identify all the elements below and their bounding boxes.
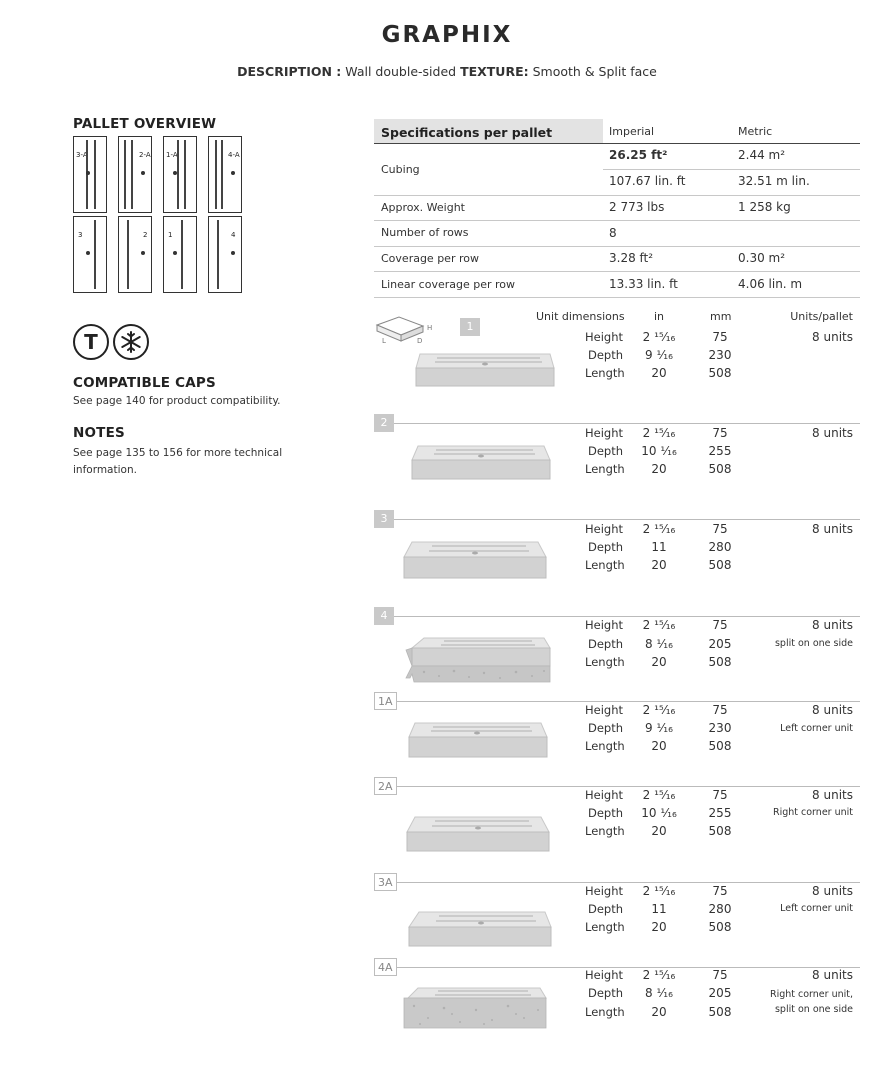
units-pallet-header: Units/pallet xyxy=(790,310,853,323)
block-image xyxy=(400,538,550,584)
dim-label-height: Height xyxy=(585,788,624,802)
units-count: 8 units xyxy=(812,968,853,982)
compatible-caps-text: See page 140 for product compatibility. xyxy=(73,395,281,407)
unit-badge: 2A xyxy=(374,777,397,795)
block-image xyxy=(412,350,558,392)
dim-label-depth: Depth xyxy=(587,806,623,820)
units-count: 8 units xyxy=(812,618,853,632)
pallet-cell xyxy=(163,136,197,213)
spec-col-imperial: Imperial xyxy=(609,125,655,138)
pallet-marker-icon xyxy=(86,251,90,255)
notes-line: information. xyxy=(73,464,137,476)
dim-label-depth: Depth xyxy=(587,348,623,362)
dim-mm-depth: 205 xyxy=(708,637,732,651)
pallet-cell xyxy=(118,136,152,213)
diagram-d-label: D xyxy=(417,337,423,345)
dim-in-depth: 8 ¹⁄₁₆ xyxy=(645,637,673,651)
snowflake-icon xyxy=(113,324,149,360)
dim-label-length: Length xyxy=(585,824,625,838)
unit-note: split on one side xyxy=(774,1004,853,1015)
dim-in-depth: 10 ¹⁄₁₆ xyxy=(641,444,677,458)
table-rule xyxy=(374,195,860,196)
spec-value-imperial: 26.25 ft² xyxy=(609,148,668,162)
block-image xyxy=(404,634,554,686)
dim-in-depth: 9 ¹⁄₁₆ xyxy=(645,348,673,362)
pallet-cell-label: 4-A xyxy=(228,151,240,159)
dim-mm-length: 508 xyxy=(708,739,732,753)
t-cap-icon: T xyxy=(73,324,109,360)
page-title: GRAPHIX xyxy=(381,22,513,48)
spec-row-label: Cubing xyxy=(381,163,420,176)
dim-mm-depth: 230 xyxy=(708,348,732,362)
dim-label-length: Length xyxy=(585,462,625,476)
spec-header-label: Specifications per pallet xyxy=(381,125,553,140)
texture-value: Smooth & Split face xyxy=(532,64,657,79)
dim-label-depth: Depth xyxy=(587,637,623,651)
unit-badge: 4 xyxy=(374,607,394,625)
dim-mm-height: 75 xyxy=(712,788,728,802)
dim-label-length: Length xyxy=(585,655,625,669)
dim-mm-depth: 280 xyxy=(708,902,732,916)
pallet-cell xyxy=(208,216,242,293)
dim-mm-length: 508 xyxy=(708,920,732,934)
dim-label-depth: Depth xyxy=(587,902,623,916)
dimension-diagram-icon xyxy=(374,314,436,346)
unit-dimensions-header: Unit dimensions xyxy=(536,310,625,323)
spec-value-imperial: 3.28 ft² xyxy=(609,251,654,265)
dim-in-height: 2 ¹⁵⁄₁₆ xyxy=(642,618,676,632)
table-rule xyxy=(374,143,860,144)
dim-in-length: 20 xyxy=(651,655,667,669)
spec-value-imperial: 107.67 lin. ft xyxy=(609,174,686,188)
notes-text xyxy=(73,445,313,479)
notes-heading: NOTES xyxy=(73,425,125,441)
spec-value-imperial: 8 xyxy=(609,226,617,240)
spec-value-metric: 32.51 m lin. xyxy=(738,174,810,188)
spec-value-metric: 0.30 m² xyxy=(738,251,786,265)
notes-line: See page 135 to 156 for more technical xyxy=(73,447,283,459)
dim-in-height: 2 ¹⁵⁄₁₆ xyxy=(642,703,676,717)
dim-mm-depth: 280 xyxy=(708,540,732,554)
unit-badge: 3 xyxy=(374,510,394,528)
units-count: 8 units xyxy=(812,522,853,536)
spec-row-label: Linear coverage per row xyxy=(381,278,516,291)
dim-mm-depth: 255 xyxy=(708,806,732,820)
dim-mm-depth: 255 xyxy=(708,444,732,458)
dim-in-length: 20 xyxy=(651,462,667,476)
dim-in-depth: 9 ¹⁄₁₆ xyxy=(645,721,673,735)
units-count: 8 units xyxy=(812,330,853,344)
pallet-overview-heading: PALLET OVERVIEW xyxy=(73,116,217,132)
dim-label-length: Length xyxy=(585,739,625,753)
table-rule xyxy=(374,271,860,272)
dim-mm-height: 75 xyxy=(712,426,728,440)
dim-label-depth: Depth xyxy=(587,721,623,735)
pallet-cell-label: 1 xyxy=(168,231,173,239)
spec-col-metric: Metric xyxy=(738,125,773,138)
pallet-cell-label: 3-A xyxy=(76,151,88,159)
pallet-cell xyxy=(73,216,107,293)
pallet-cell xyxy=(73,136,107,213)
pallet-cell-label: 2-A xyxy=(139,151,151,159)
texture-label: TEXTURE: xyxy=(460,64,529,79)
description-value: Wall double-sided xyxy=(345,64,457,79)
dim-in-length: 20 xyxy=(651,558,667,572)
diagram-l-label: L xyxy=(382,337,386,345)
dim-label-height: Height xyxy=(585,703,624,717)
dim-in-depth: 11 xyxy=(651,902,667,916)
dim-label-length: Length xyxy=(585,1005,625,1019)
table-rule xyxy=(374,246,860,247)
table-rule xyxy=(374,220,860,221)
dim-in-height: 2 ¹⁵⁄₁₆ xyxy=(642,884,676,898)
dim-in-length: 20 xyxy=(651,824,667,838)
dim-in-depth: 8 ¹⁄₁₆ xyxy=(645,986,673,1000)
dim-in-height: 2 ¹⁵⁄₁₆ xyxy=(642,788,676,802)
table-rule xyxy=(603,169,860,170)
dim-in-depth: 10 ¹⁄₁₆ xyxy=(641,806,677,820)
dim-mm-length: 508 xyxy=(708,366,732,380)
pallet-marker-icon xyxy=(141,171,145,175)
block-image xyxy=(408,442,554,484)
unit-note: Right corner unit xyxy=(772,807,853,818)
dim-label-height: Height xyxy=(585,426,624,440)
unit-note: Right corner unit, xyxy=(769,989,853,1000)
dim-in-height: 2 ¹⁵⁄₁₆ xyxy=(642,968,676,982)
dim-mm-height: 75 xyxy=(712,522,728,536)
dim-in-height: 2 ¹⁵⁄₁₆ xyxy=(642,330,676,344)
unit-badge: 1A xyxy=(374,692,397,710)
pallet-cell xyxy=(208,136,242,213)
pallet-cell xyxy=(118,216,152,293)
dim-label-depth: Depth xyxy=(587,540,623,554)
dim-mm-length: 508 xyxy=(708,655,732,669)
pallet-marker-icon xyxy=(173,171,177,175)
dim-label-depth: Depth xyxy=(587,444,623,458)
dim-mm-height: 75 xyxy=(712,884,728,898)
table-rule xyxy=(374,297,860,298)
units-count: 8 units xyxy=(812,426,853,440)
spec-row-label: Number of rows xyxy=(381,226,469,239)
spec-value-metric: 4.06 lin. m xyxy=(738,277,803,291)
pallet-marker-icon xyxy=(231,251,235,255)
unit-in-header: in xyxy=(654,310,665,323)
units-count: 8 units xyxy=(812,884,853,898)
description-line xyxy=(0,64,894,79)
unit-mm-header: mm xyxy=(710,310,732,323)
pallet-cell-label: 3 xyxy=(78,231,83,239)
dim-in-length: 20 xyxy=(651,1005,667,1019)
pallet-marker-icon xyxy=(86,171,90,175)
dim-in-length: 20 xyxy=(651,366,667,380)
pallet-overview xyxy=(73,116,333,293)
dim-mm-height: 75 xyxy=(712,968,728,982)
units-count: 8 units xyxy=(812,703,853,717)
pallet-cell-label: 2 xyxy=(143,231,148,239)
dim-mm-height: 75 xyxy=(712,703,728,717)
dim-label-height: Height xyxy=(585,884,624,898)
block-image xyxy=(405,908,555,954)
dim-label-length: Length xyxy=(585,920,625,934)
dim-label-length: Length xyxy=(585,366,625,380)
diagram-h-label: H xyxy=(427,324,433,332)
dim-label-depth: Depth xyxy=(587,986,623,1000)
pallet-cell-label: 1-A xyxy=(166,151,178,159)
dim-mm-length: 508 xyxy=(708,462,732,476)
spec-value-imperial: 13.33 lin. ft xyxy=(609,277,678,291)
dim-mm-height: 75 xyxy=(712,330,728,344)
dim-label-height: Height xyxy=(585,968,624,982)
unit-badge: 4A xyxy=(374,958,397,976)
dim-label-height: Height xyxy=(585,522,624,536)
dim-label-length: Length xyxy=(585,558,625,572)
spec-row-label: Coverage per row xyxy=(381,252,479,265)
pallet-cell-label: 4 xyxy=(231,231,236,239)
units-count: 8 units xyxy=(812,788,853,802)
dim-in-height: 2 ¹⁵⁄₁₆ xyxy=(642,426,676,440)
pallet-cell xyxy=(163,216,197,293)
caps-icons xyxy=(73,324,153,362)
pallet-marker-icon xyxy=(173,251,177,255)
dim-label-height: Height xyxy=(585,330,624,344)
dim-mm-depth: 205 xyxy=(708,986,732,1000)
unit-badge: 1 xyxy=(460,318,480,336)
block-image xyxy=(403,813,553,859)
spec-value-metric: 1 258 kg xyxy=(738,200,791,214)
dim-in-depth: 11 xyxy=(651,540,667,554)
unit-note: Left corner unit xyxy=(780,723,853,734)
spec-value-imperial: 2 773 lbs xyxy=(609,200,665,214)
pallet-marker-icon xyxy=(141,251,145,255)
dim-in-height: 2 ¹⁵⁄₁₆ xyxy=(642,522,676,536)
dim-mm-height: 75 xyxy=(712,618,728,632)
dim-mm-length: 508 xyxy=(708,824,732,838)
unit-badge: 3A xyxy=(374,873,397,891)
dim-mm-depth: 230 xyxy=(708,721,732,735)
unit-note: Left corner unit xyxy=(780,903,853,914)
pallet-marker-icon xyxy=(231,171,235,175)
dim-in-length: 20 xyxy=(651,739,667,753)
unit-badge: 2 xyxy=(374,414,394,432)
dim-in-length: 20 xyxy=(651,920,667,934)
block-image xyxy=(405,719,551,765)
pallet-grid xyxy=(73,136,333,293)
spec-row-label: Approx. Weight xyxy=(381,201,465,214)
compatible-caps-heading: COMPATIBLE CAPS xyxy=(73,375,216,391)
block-image xyxy=(400,984,552,1034)
dim-mm-length: 508 xyxy=(708,558,732,572)
description-label: DESCRIPTION : xyxy=(237,64,342,79)
dim-mm-length: 508 xyxy=(708,1005,732,1019)
dim-label-height: Height xyxy=(585,618,624,632)
spec-value-metric: 2.44 m² xyxy=(738,148,786,162)
unit-note: split on one side xyxy=(774,638,853,649)
